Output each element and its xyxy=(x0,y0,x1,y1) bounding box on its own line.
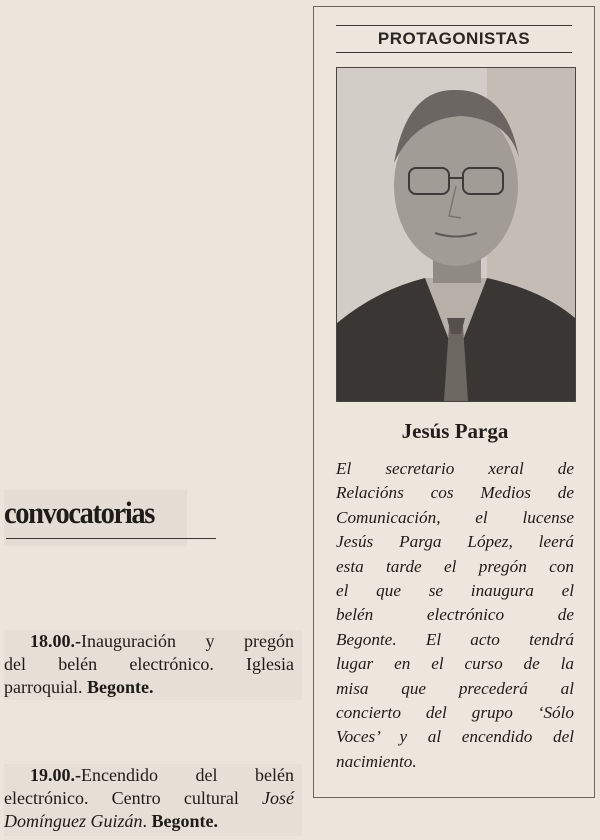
event-item xyxy=(4,764,302,836)
event-line xyxy=(4,630,294,653)
bio-line: belén electrónico de xyxy=(336,605,574,625)
event-line xyxy=(4,676,294,699)
bio-line: nacimiento. xyxy=(336,751,417,771)
portrait-photo xyxy=(336,67,576,402)
event-location: electrónico. Centro cultural xyxy=(4,788,263,808)
bio-line: Begonte. El acto tendrá xyxy=(336,629,574,649)
event-line xyxy=(4,764,294,787)
section-title: PROTAGONISTAS xyxy=(377,29,531,48)
bio-line: misa que precederá al xyxy=(336,678,574,698)
event-time: 19.00.- xyxy=(30,765,81,785)
protagonistas-column xyxy=(313,6,595,798)
event-item xyxy=(4,630,302,700)
bio-line: Relacións cos Medios de xyxy=(336,483,574,503)
convocatorias-rule xyxy=(6,538,216,539)
section-rule-bottom xyxy=(336,52,572,53)
event-town: Begonte. xyxy=(86,677,154,697)
event-line xyxy=(4,810,294,833)
event-town: Begonte. xyxy=(151,811,218,831)
event-location: parroquial. xyxy=(4,677,87,697)
bio-line: Jesús Parga López, leerá xyxy=(336,532,574,552)
event-line: del belén electrónico. Iglesia xyxy=(4,654,294,674)
event-venue: Domínguez Guizán xyxy=(4,811,143,831)
bio-line: lugar en el curso de la xyxy=(336,654,574,674)
event-text xyxy=(4,764,294,833)
event-title: Inauguración y pregón xyxy=(81,631,294,651)
event-text xyxy=(4,630,294,699)
bio-line: el que se inaugura el xyxy=(336,580,574,600)
event-venue: José xyxy=(262,788,294,808)
portrait-image xyxy=(337,68,575,401)
event-line xyxy=(4,787,294,810)
bio-line: Voces’ y al encendido del xyxy=(336,727,574,747)
protagonist-name: Jesús Parga xyxy=(401,419,509,443)
convocatorias-title: convocatorias xyxy=(4,495,154,530)
event-separator: . xyxy=(142,811,152,831)
section-rule-top xyxy=(336,25,572,26)
event-time: 18.00.- xyxy=(30,631,81,651)
protagonist-bio xyxy=(336,457,574,774)
event-title: Encendido del belén xyxy=(81,765,294,785)
bio-line: Comunicación, el lucense xyxy=(336,507,574,527)
bio-line: esta tarde el pregón con xyxy=(336,556,574,576)
convocatorias-header xyxy=(4,490,187,546)
bio-line: El secretario xeral de xyxy=(336,459,574,478)
bio-line: concierto del grupo ‘Sólo xyxy=(336,702,574,722)
